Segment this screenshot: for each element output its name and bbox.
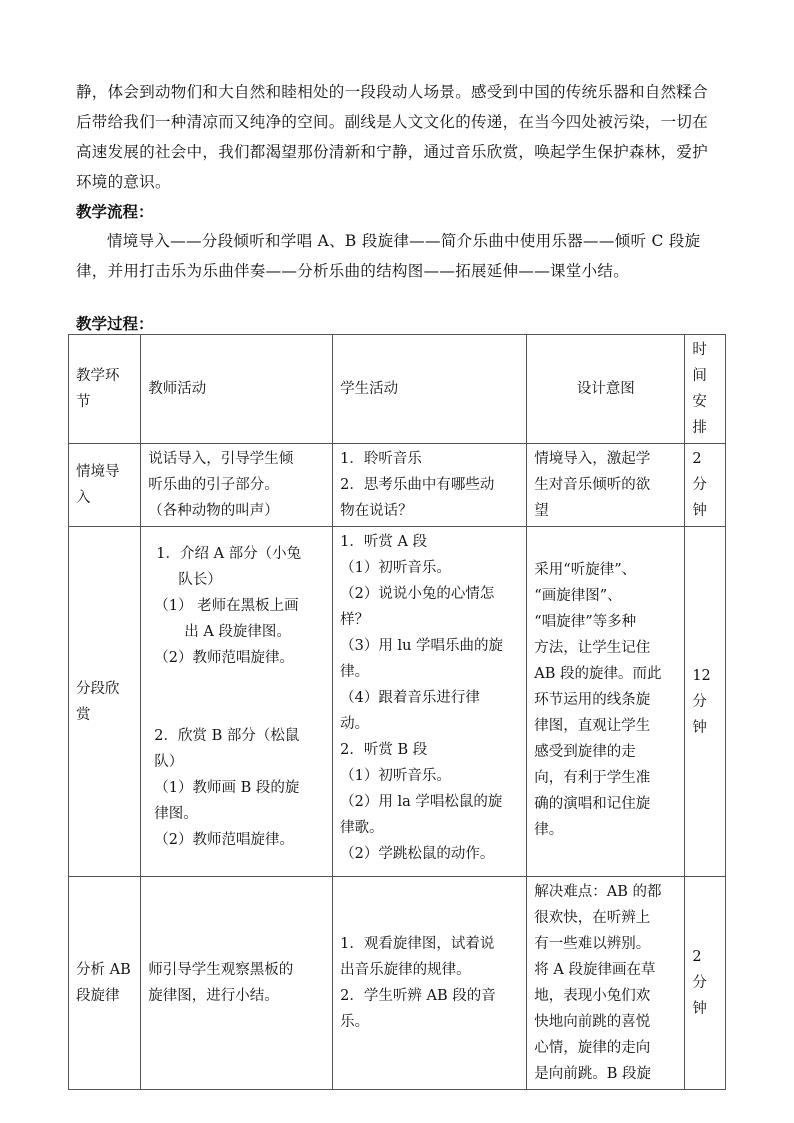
process-heading: 教学过程：: [76, 314, 154, 333]
flow-line: 律，并用打击乐为乐曲伴奏——分析乐曲的结构图——拓展延伸——课堂小结。: [76, 262, 630, 280]
row1-intent: 情境导入，激起学 生对音乐倾听的欲 望: [527, 444, 685, 527]
table-header-row: [69, 335, 726, 444]
row3-intent: 解决难点：AB 的都 很欢快，在听辨上 有一些难以辨别。 将 A 段旋律画在草 地，表现小兔们欢 快地向前跳的喜悦 心情，旋律的走向 是向前跳。B 段旋: [527, 877, 685, 1090]
row1-time: 2 分 钟: [685, 444, 726, 527]
intro-line: 环境的意识。: [76, 173, 171, 191]
flow-paragraph: [76, 226, 736, 286]
row2-student: 1．听赏 A 段 （1）初听音乐。 （2）说说小兔的心情怎 样？ （3）用 lu 学唱乐曲的旋 律。 （4）跟着音乐进行律 动。 2．听赏 B 段 （1）初听音乐。 （2）用 la 学唱松鼠的旋 律歌。 （2）学跳松鼠的动作。: [333, 527, 527, 877]
row2-time: 12 分钟: [685, 527, 726, 877]
lesson-process-table: [68, 334, 726, 1090]
flow-heading: 教学流程：: [76, 202, 154, 221]
row2-teacher: 1．介绍 A 部分（小兔 队长） （1） 老师在黑板上画 出 A 段旋律图。 （2）教师范唱旋律。 2．欣赏 B 部分（松鼠 队） （1）教师画 B 段的旋 律图。 （2）教师范唱旋律。: [141, 527, 333, 877]
row3-teacher: 师引导学生观察黑板的 旋律图，进行小结。: [141, 877, 333, 1090]
header-teacher: 教师活动: [141, 335, 333, 444]
table-row: [69, 527, 726, 877]
row3-student: 1．观看旋律图，试着说 出音乐旋律的规律。 2．学生听辨 AB 段的音 乐。: [333, 877, 527, 1090]
intro-paragraph: [76, 77, 736, 197]
table-row: [69, 444, 726, 527]
header-intent: 设计意图: [527, 335, 685, 444]
row2-stage: 分段欣赏: [69, 527, 141, 877]
table-row: [69, 877, 726, 1090]
row3-stage: 分析 AB 段旋律: [69, 877, 141, 1090]
row1-stage: 情境导入: [69, 444, 141, 527]
header-time: 时间 安排: [685, 335, 726, 444]
flow-line: 情境导入——分段倾听和学唱 A、B 段旋律——简介乐曲中使用乐器——倾听 C 段旋: [107, 232, 701, 250]
row1-teacher: 说话导入，引导学生倾 听乐曲的引子部分。 （各种动物的叫声）: [141, 444, 333, 527]
header-student: 学生活动: [333, 335, 527, 444]
intro-line: 高速发展的社会中，我们都渴望那份清新和宁静，通过音乐欣赏，唤起学生保护森林，爱护: [76, 143, 709, 161]
header-stage: 教学环节: [69, 335, 141, 444]
row3-time: 2 分 钟: [685, 877, 726, 1090]
row2-intent: 采用“听旋律”、 “画旋律图”、 “唱旋律”等多种 方法，让学生记住 AB 段的旋律。而此 环节运用的线条旋 律图，直观让学生 感受到旋律的走 向，有利于学生准 确的演唱和记住旋 律。: [527, 527, 685, 877]
intro-line: 后带给我们一种清凉而又纯净的空间。副线是人文文化的传递，在当今四处被污染，一切在: [76, 113, 709, 131]
intro-line: 静，体会到动物们和大自然和睦相处的一段段动人场景。感受到中国的传统乐器和自然糅合: [76, 83, 709, 101]
row1-student: 1．聆听音乐 2．思考乐曲中有哪些动 物在说话？: [333, 444, 527, 527]
